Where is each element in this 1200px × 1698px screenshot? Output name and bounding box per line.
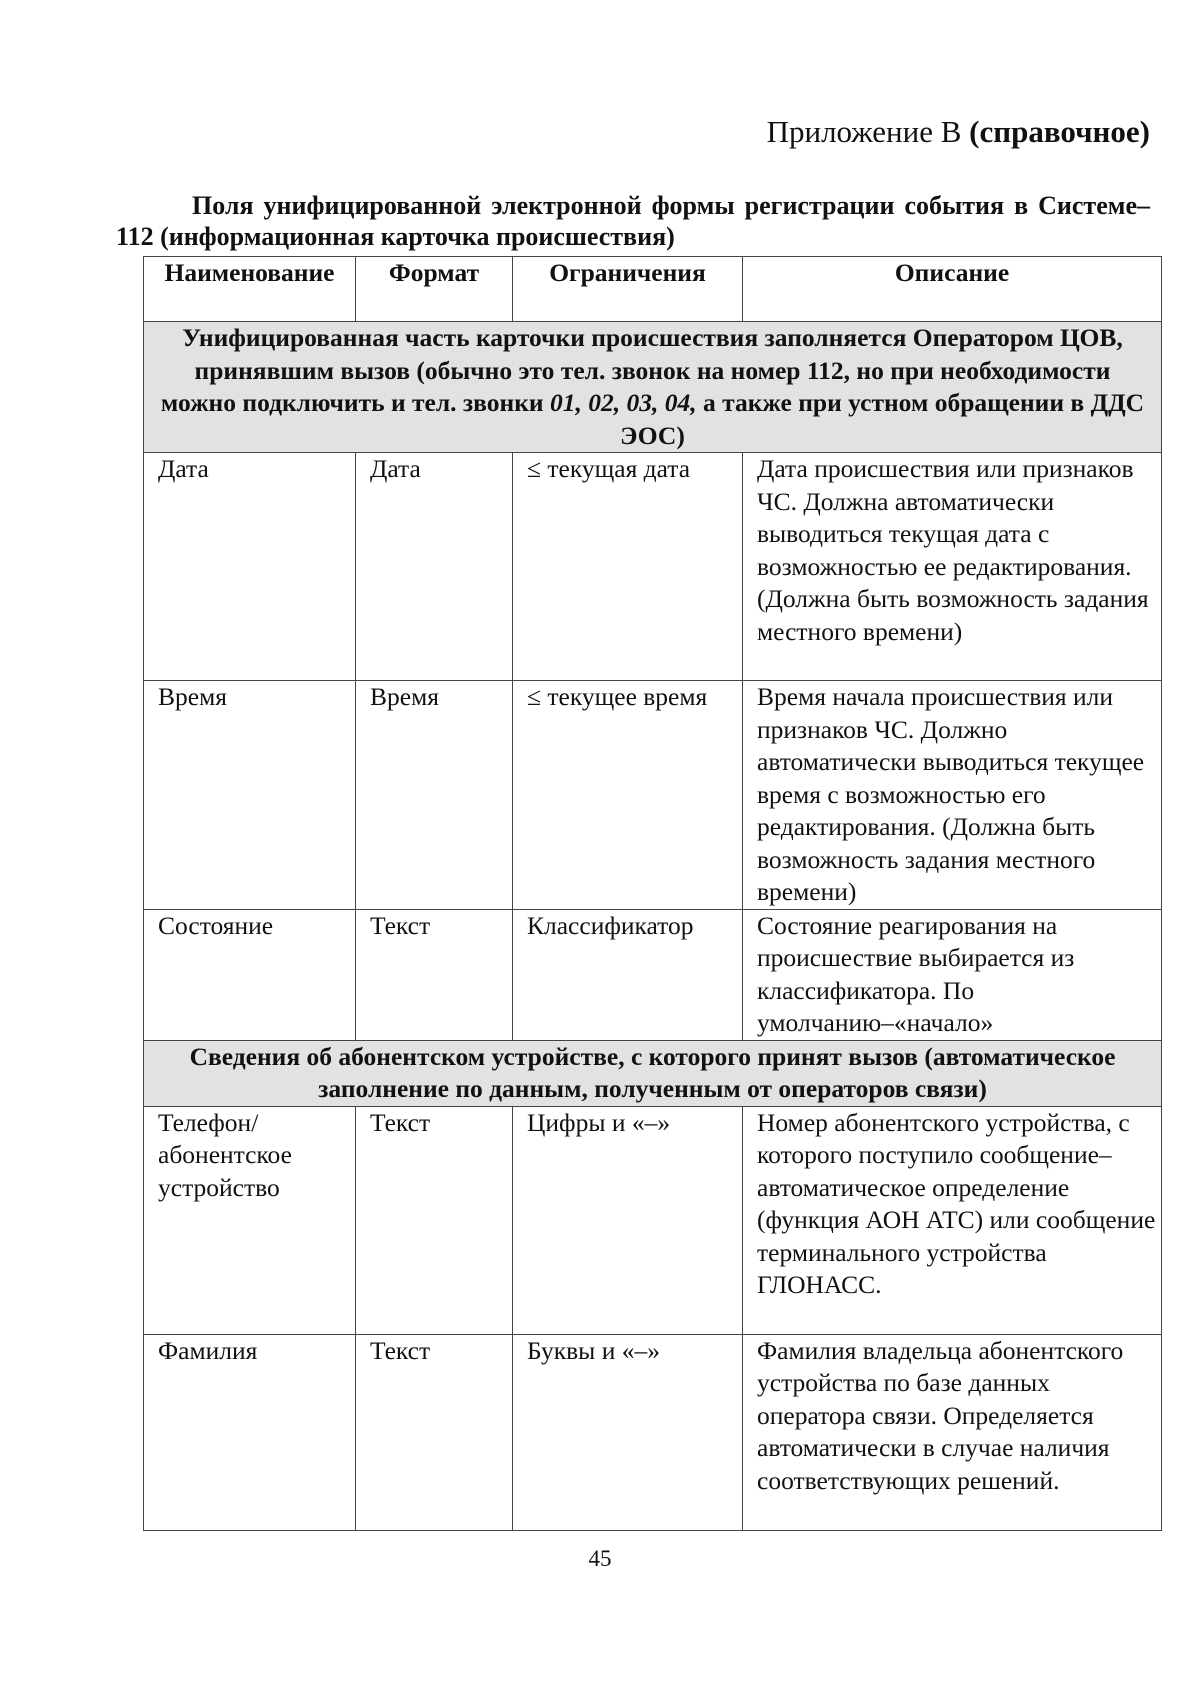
appendix-heading: [767, 112, 1150, 152]
cell-format: Текст: [356, 1334, 513, 1530]
table-row: [144, 1334, 1162, 1530]
appendix-title: Приложение В: [766, 114, 962, 149]
fields-table: [143, 256, 1162, 1531]
section-title-unified: [144, 322, 1162, 453]
table-row: [144, 909, 1162, 1040]
cell-description: Фамилия владельца абонентского устройства по базе данных оператора связи. Определяется автоматически в случае наличия соответствующих решений.: [743, 1334, 1162, 1530]
table-row: [144, 1106, 1162, 1334]
cell-format: Текст: [356, 909, 513, 1040]
appendix-qualifier: (справочное): [969, 114, 1150, 149]
section-row-subscriber-device: [144, 1040, 1162, 1106]
table-header-row: [144, 257, 1162, 322]
cell-limits: Классификатор: [513, 909, 743, 1040]
cell-limits: ≤ текущая дата: [513, 453, 743, 681]
table-row: [144, 681, 1162, 910]
cell-name: Время: [144, 681, 356, 910]
section-service-codes: 01, 02, 03, 04,: [549, 388, 697, 417]
table-caption: Поля унифицированной электронной формы регистрации события в Системе–112 (информационная карточка происшествия): [116, 191, 1150, 251]
cell-limits: Буквы и «–»: [513, 1334, 743, 1530]
cell-description: Дата происшествия или признаков ЧС. Должна автоматически выводиться текущая дата с возможностью ее редактирования. (Должна быть возможность задания местного времени): [743, 453, 1162, 681]
cell-name: Телефон/ абонентское устройство: [144, 1106, 356, 1334]
header-name: Наименование: [144, 257, 356, 322]
section-title-subscriber-device: Сведения об абонентском устройстве, с которого принят вызов (автоматическое заполнение по данным, полученным от операторов связи): [144, 1040, 1162, 1106]
cell-name: Фамилия: [144, 1334, 356, 1530]
cell-name: Состояние: [144, 909, 356, 1040]
cell-description: Состояние реагирования на происшествие выбирается из классификатора. По умолчанию–«начало»: [743, 909, 1162, 1040]
cell-limits: ≤ текущее время: [513, 681, 743, 910]
cell-description: Номер абонентского устройства, с которого поступило сообщение– автоматическое определение (функция АОН АТС) или сообщение терминального устройства ГЛОНАСС.: [743, 1106, 1162, 1334]
cell-limits: Цифры и «–»: [513, 1106, 743, 1334]
header-limits: Ограничения: [513, 257, 743, 322]
table-row: [144, 453, 1162, 681]
cell-name: Дата: [144, 453, 356, 681]
section-row-unified: [144, 322, 1162, 453]
section-text-after: а также при устном обращении в ДДС ЭОС): [620, 388, 1145, 450]
cell-format: Дата: [356, 453, 513, 681]
page-number: 45: [588, 1546, 612, 1571]
cell-format: Время: [356, 681, 513, 910]
section-text-before: Унифицированная часть карточки происшествия заполняется Оператором ЦОВ, принявшим вызов (обычно это тел. звонок на номер 112, но при необходимости можно подключить и тел. звонки: [160, 323, 1123, 417]
header-description: Описание: [743, 257, 1162, 322]
cell-description: Время начала происшествия или признаков ЧС. Должно автоматически выводиться текущее время с возможностью его редактирования. (Должна быть возможность задания местного времени): [743, 681, 1162, 910]
cell-format: Текст: [356, 1106, 513, 1334]
header-format: Формат: [356, 257, 513, 322]
